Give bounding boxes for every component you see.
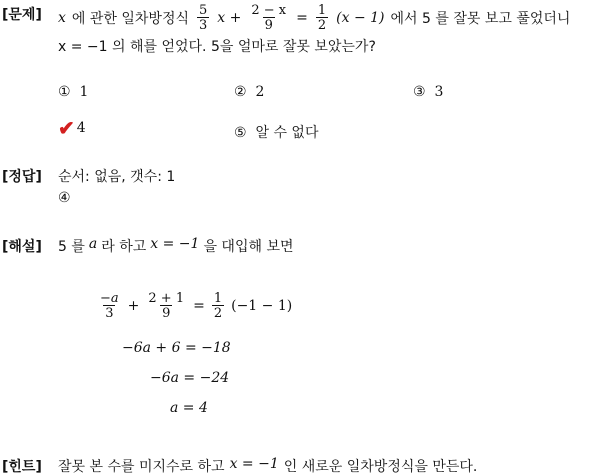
solution-intro bbox=[58, 236, 294, 256]
solution-step-3: −6a = −24 bbox=[150, 370, 230, 386]
option-5[interactable] bbox=[234, 122, 318, 142]
hint-label: [힌트] bbox=[2, 459, 42, 475]
option-2-mark: ② bbox=[234, 84, 247, 100]
option-3-mark: ③ bbox=[413, 84, 426, 100]
hint-text-b: 인 새로운 일차방정식을 만든다. bbox=[283, 459, 478, 475]
plus-sign: + bbox=[127, 298, 140, 314]
fraction-1-2: $\frac{1}{2}$ bbox=[317, 3, 327, 33]
problem-line-2: x = −1 의 해를 얻었다. 5을 얼마로 잘못 보았는가? bbox=[58, 39, 376, 55]
option-2-value: 2 bbox=[255, 84, 265, 100]
problem-label: [문제] bbox=[2, 7, 42, 23]
fraction-half: $\frac{1}{2}$ bbox=[213, 291, 223, 321]
solution-intro-b: 라 하고 bbox=[101, 239, 147, 255]
fraction-2-minus-x-9: $\frac{2 - x}{9}$ bbox=[251, 3, 287, 33]
solution-step-1 bbox=[96, 292, 292, 320]
solution-step-4: a = 4 bbox=[170, 400, 208, 416]
option-1[interactable] bbox=[58, 84, 88, 100]
answer-line-2: ④ bbox=[58, 190, 71, 206]
solution-intro-c: 을 대입해 보면 bbox=[203, 239, 294, 255]
option-2[interactable] bbox=[234, 84, 264, 100]
problem-line-1 bbox=[58, 4, 570, 32]
option-5-mark: ⑤ bbox=[234, 125, 247, 141]
option-1-value: 1 bbox=[79, 84, 89, 100]
fraction-2-plus-1-9: $\frac{2 + 1}{9}$ bbox=[148, 291, 185, 321]
answer-label: [정답] bbox=[2, 169, 42, 185]
solution-step-2: −6a + 6 = −18 bbox=[122, 340, 231, 356]
solution-label: [해설] bbox=[2, 239, 42, 255]
problem-text-a: 에 관한 일차방정식 bbox=[71, 11, 189, 27]
hint-text-eq: x = −1 bbox=[229, 456, 279, 472]
option-3[interactable] bbox=[413, 84, 443, 100]
equals-sign: = bbox=[193, 298, 205, 314]
checkmark-icon: ✔ bbox=[58, 116, 75, 140]
fraction-neg-a-3: $\frac{-a}{3}$ bbox=[100, 291, 119, 321]
problem-text-b: 에서 5 를 잘못 보고 풀었더니 bbox=[390, 11, 571, 27]
paren-expression: (−1 − 1) bbox=[231, 298, 293, 314]
var-x: x bbox=[58, 10, 66, 26]
option-1-mark: ① bbox=[58, 84, 71, 100]
solution-intro-a: 5 를 bbox=[58, 239, 85, 255]
hint-text-a: 잘못 본 수를 미지수로 하고 bbox=[58, 459, 225, 475]
paren-expression: (x − 1) bbox=[336, 10, 385, 26]
answer-line-1: 순서: 없음, 갯수: 1 bbox=[58, 169, 176, 185]
hint-text bbox=[58, 456, 477, 476]
equals-sign: = bbox=[296, 10, 308, 26]
solution-intro-eq: x = −1 bbox=[150, 236, 200, 252]
option-4-value: 4 bbox=[76, 120, 86, 136]
option-4[interactable] bbox=[58, 118, 86, 138]
option-5-value: 알 수 없다 bbox=[255, 125, 319, 141]
fraction-5-3: $\frac{5}{3}$ bbox=[199, 3, 208, 33]
solution-intro-var: a bbox=[88, 236, 98, 252]
option-3-value: 3 bbox=[434, 84, 444, 100]
x-plus: x + bbox=[217, 10, 242, 26]
